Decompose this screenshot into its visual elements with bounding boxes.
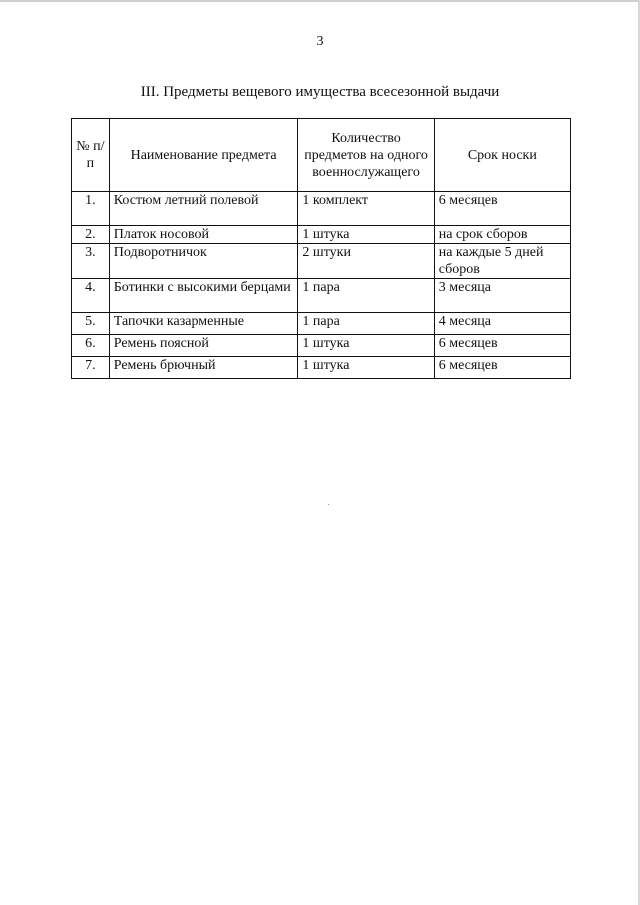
- table-row: [72, 357, 571, 379]
- row-name: Подворотничок: [109, 244, 298, 279]
- page-number: 3: [316, 34, 324, 49]
- row-term: 4 месяца: [434, 313, 570, 335]
- table-header-row: [72, 119, 571, 192]
- row-term: на срок сборов: [434, 226, 570, 244]
- header-num: № п/п: [72, 119, 110, 192]
- row-qty: 1 пара: [298, 279, 434, 313]
- row-term: на каждые 5 дней сборов: [434, 244, 570, 279]
- row-term: 6 месяцев: [434, 335, 570, 357]
- row-qty: 1 штука: [298, 335, 434, 357]
- table-row: [72, 192, 571, 226]
- row-name: Костюм летний полевой: [109, 192, 298, 226]
- table-row: [72, 226, 571, 244]
- row-num: 3.: [72, 244, 110, 279]
- scan-speck: [328, 504, 329, 505]
- document-title: III. Предметы вещевого имущества всесезонной выдачи: [140, 84, 500, 100]
- table-row: [72, 335, 571, 357]
- header-qty: Количество предметов на одного военнослужащего: [298, 119, 434, 192]
- row-term: 3 месяца: [434, 279, 570, 313]
- header-term: Срок носки: [434, 119, 570, 192]
- table-body: [72, 192, 571, 379]
- table-row: [72, 244, 571, 279]
- row-name: Тапочки казарменные: [109, 313, 298, 335]
- row-qty: 1 комплект: [298, 192, 434, 226]
- row-num: 2.: [72, 226, 110, 244]
- row-num: 7.: [72, 357, 110, 379]
- row-num: 1.: [72, 192, 110, 226]
- row-name: Платок носовой: [109, 226, 298, 244]
- table-row: [72, 279, 571, 313]
- row-term: 6 месяцев: [434, 192, 570, 226]
- table-row: [72, 313, 571, 335]
- scan-edge-top: [0, 0, 640, 2]
- row-qty: 1 штука: [298, 357, 434, 379]
- row-num: 4.: [72, 279, 110, 313]
- row-term: 6 месяцев: [434, 357, 570, 379]
- items-table: [71, 118, 571, 379]
- row-num: 5.: [72, 313, 110, 335]
- row-name: Ремень поясной: [109, 335, 298, 357]
- row-num: 6.: [72, 335, 110, 357]
- row-name: Ремень брючный: [109, 357, 298, 379]
- row-qty: 1 штука: [298, 226, 434, 244]
- row-qty: 2 штуки: [298, 244, 434, 279]
- row-name: Ботинки с высокими берцами: [109, 279, 298, 313]
- row-qty: 1 пара: [298, 313, 434, 335]
- header-name: Наименование предмета: [109, 119, 298, 192]
